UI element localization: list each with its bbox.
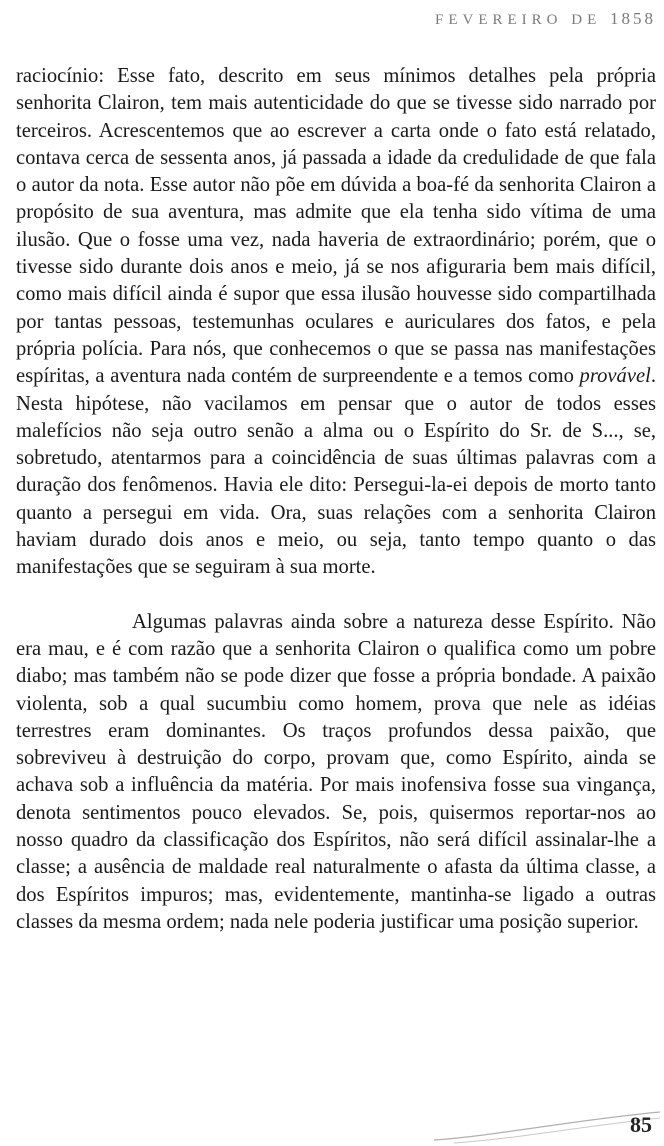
page-ornament xyxy=(424,1106,664,1146)
header-text: FEVEREIRO DE xyxy=(435,12,602,28)
paragraph-1-part-b: . Nesta hipótese, não vacilamos em pensar que o autor de todos esses malefícios não seja outro senão a alma ou o Espírito do Sr. de S..., se, sobretudo, atentarmos para a coincidência de suas últimas palavras com a duração dos fenômenos. Havia ele dito: Persegui-la-ei depois de morto tanto quanto a persegui em vida. Ora, suas relações com a senhorita Clairon haviam durado dois anos e meio, ou seja, tanto tempo quanto o das manifestações que se seguiram à sua morte. xyxy=(16,365,656,579)
paragraph-2: Algumas palavras ainda sobre a natureza desse Espírito. Não era mau, e é com razão que a senhorita Clairon o qualifica como um pobre diabo; mas também não se pode dizer que fosse a própria bondade. A paixão violenta, sob a qual sucumbiu como homem, prova que nele as idéias terrestres eram dominantes. Os traços profundos dessa paixão, que sobreviveu à destruição do corpo, provam que, como Espírito, ainda se achava sob a influência da matéria. Por mais inofensiva fosse sua vingança, denota sentimentos pouco elevados. Se, pois, quisermos reportar-nos ao nosso quadro da classificação dos Espíritos, não será difícil assinalar-lhe a classe; a ausência de maldade real naturalmente o afasta da última classe, a dos Espíritos impuros; mas, evidentemente, mantinha-se ligado a outras classes da mesma ordem; nada nele poderia justificar uma posição superior. xyxy=(16,610,656,933)
page-number: 85 xyxy=(630,1112,652,1137)
emphasis-word: provável xyxy=(579,365,651,388)
paragraph-1 xyxy=(16,63,656,582)
running-header xyxy=(435,9,656,29)
paragraph-1-part-a: raciocínio: Esse fato, descrito em seus mínimos detalhes pela própria senhorita Clairon, tem mais autenticidade do que se tivesse sido narrado por terceiros. Acrescentemos que ao escrever a carta onde o fato está relatado, contava cerca de sessenta anos, já passada a idade da credulidade de que fala o autor da nota. Esse autor não põe em dúvida a boa-fé da senhorita Clairon a propósito de sua aventura, mas admite que ela tenha sido vítima de uma ilusão. Que o fosse uma vez, nada haveria de extraordinário; porém, que o tivesse sido durante dois anos e meio, já se nos afiguraria bem mais difícil, como mais difícil ainda é supor que essa ilusão houvesse sido compartilhada por tantas pessoas, testemunhas oculares e auriculares dos fatos, e pela própria polícia. Para nós, que conhecemos o que se passa nas manifestações espíritas, a aventura nada contém de surpreendente e a temos como xyxy=(16,65,656,388)
body-text xyxy=(16,63,656,936)
header-year: 1858 xyxy=(610,9,656,28)
